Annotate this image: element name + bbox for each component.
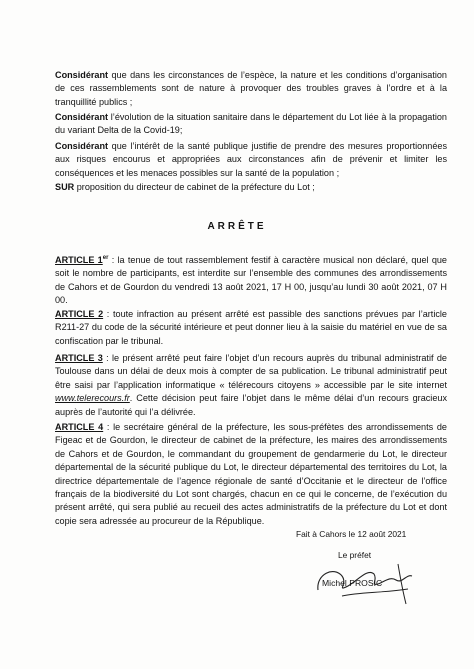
article-text: : le secrétaire général de la préfecture, les sous-préfètes des arrondissements de Figeac et de Gourdon, le directeur de cabinet de la préfecture, les maires des arrondissements de Cahors et de Gourdon, le commandant du groupement de gendarmerie du Lot, le directeur départemental de la sécurité publique du Lot, le directeur départemental des territoires du Lot, la directrice départementale de l’agence régionale de santé d’Occitanie et le directeur de l’office français de la biodiversité du Lot sont chargés, chacun en ce qui le concerne, de l’exécution du présent arrêté, qui sera publié au recueil des actes administratifs de la préfecture du Lot et dont copie sera adressée au procureur de la République. [55,422,447,526]
article-label: ARTICLE 3 [55,353,103,363]
article-text: : le présent arrêté peut faire l’objet d’un recours auprès du tribunal administratif de Toulouse dans un délai de deux mois à compter de sa publication. Le tribunal administratif peut être saisi par l’application informatique « télérecours citoyens » accessible par le site internet [55,353,447,390]
considerant-text: que dans les circonstances de l’espèce, la nature et les conditions d’organisation de ces rassemblements sont de nature à provoquer des troubles graves à l’ordre et à la tranquillité publics ; [55,70,447,107]
article-2 [55,308,447,348]
article-label: ARTICLE 4 [55,422,104,432]
article-label-sup: er [102,255,109,261]
article-text-after: . Cette décision peut faire l’objet dans le même délai d’un recours gracieux auprès de l’autorité qui l’a délivrée. [55,393,447,417]
considerant-text: l’évolution de la situation sanitaire dans le département du Lot liée à la propagation du variant Delta de la Covid-19; [55,112,447,136]
article-4 [55,421,447,528]
considerant-text: que l’intérêt de la santé publique justifie de prendre des mesures proportionnées aux risques encourus et appropriées aux circonstances afin de prévenir et limiter les conséquences et les menaces possibles sur la santé de la population ; [55,141,447,178]
decree-title: ARRÊTE [207,221,267,232]
considerant-2 [55,111,447,138]
considerant-lead: Considérant [55,70,109,80]
considerant-3 [55,140,447,180]
article-1 [55,252,447,308]
considerant-lead: SUR [55,182,75,192]
considerant-lead: Considérant [55,112,109,122]
article-text: : la tenue de tout rassemblement festif à caractère musical non déclaré, quel que soit le nombre de participants, est interdite sur l’ensemble des communes des arrondissements de Cahors et de Gourdon du vendredi 13 août 2021, 17 H 00, jusqu’au lundi 30 août 2021, 07 H 00. [55,255,447,306]
article-text: : toute infraction au présent arrêté est passible des sanctions prévues par l’article R211-27 du code de la sécurité intérieure et peut donner lieu à la saisie du matériel en vue de sa confiscation par le tribunal. [55,309,447,346]
considerant-text: proposition du directeur de cabinet de la préfecture du Lot ; [74,182,315,192]
considerant-lead: Considérant [55,141,109,151]
signatory-name: Michel PROSIC [322,578,383,588]
article-label: ARTICLE 2 [55,309,104,319]
sur-proposition [55,181,447,194]
telerecours-link[interactable]: www.telerecours.fr [55,393,130,404]
place-date: Fait à Cahors le 12 août 2021 [296,529,407,539]
article-label: ARTICLE 1 [55,255,103,266]
article-3 [55,352,447,419]
signatory-role: Le préfet [338,550,372,560]
considerant-1 [55,69,447,109]
